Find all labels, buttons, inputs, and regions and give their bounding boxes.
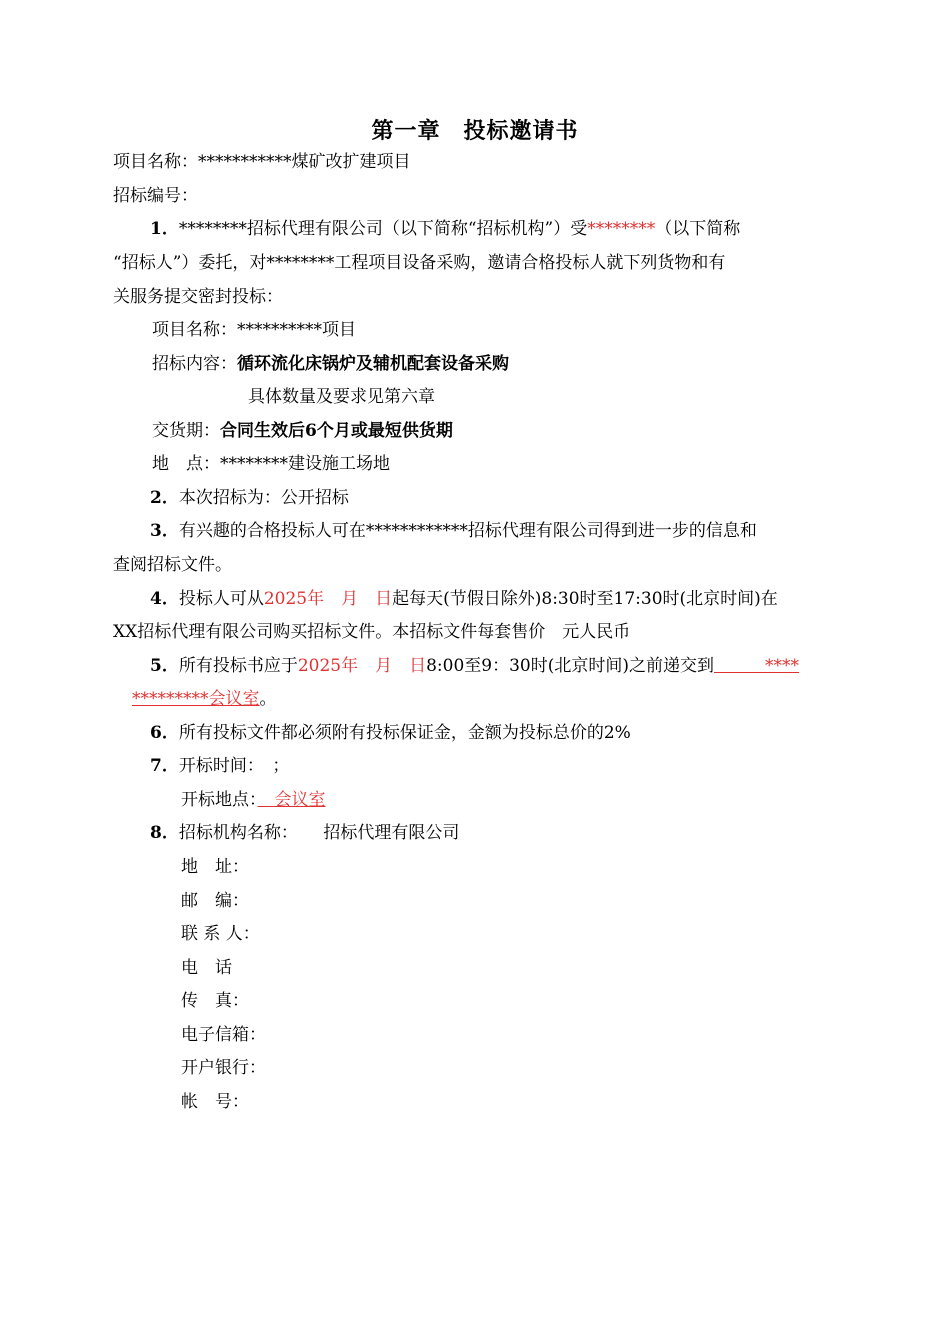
item-delivery [152, 420, 453, 442]
contact-field: 地 址： [181, 857, 249, 877]
submission-date: 2025年 月 日 [297, 656, 427, 676]
contact-field: 邮 编： [181, 891, 249, 911]
para-2 [150, 487, 349, 509]
item-content-label: 招标内容： [152, 354, 237, 374]
para-1-number: 1． [150, 219, 179, 239]
contact-field: 开户银行： [181, 1058, 266, 1078]
para-1-text-a: ********招标代理有限公司（以下简称“招标机构”）受 [178, 219, 588, 239]
para-7-line-1 [150, 755, 289, 777]
contact-field: 电子信箱： [181, 1025, 266, 1045]
para-4-text-a: 投标人可从 [178, 589, 264, 609]
para-5-text-a: 所有投标书应于 [178, 656, 298, 676]
bid-opening-place-value: 会议室 [257, 790, 326, 810]
submission-place-part-2: *********会议室 [132, 689, 260, 709]
para-6-text: 所有投标文件都必须附有投标保证金，金额为投标总价的2% [178, 723, 631, 743]
contact-field: 电 话 [181, 958, 232, 978]
para-4-line-1 [150, 588, 778, 610]
para-5-line-2 [132, 688, 277, 710]
contact-field: 传 真： [181, 991, 249, 1011]
para-2-text: 本次招标为：公开招标 [178, 488, 349, 508]
item-place-label: 地 点： [152, 454, 220, 474]
para-5-text-b: 8:00至9：30时(北京时间)之前递交到 [426, 656, 714, 676]
item-content-note: 具体数量及要求见第六章 [248, 387, 435, 407]
para-8-line-1 [150, 822, 459, 844]
tenderer-placeholder: ******** [587, 219, 656, 239]
para-1-line-2: “招标人”）委托，对********工程项目设备采购，邀请合格投标人就下列货物和有 [113, 253, 726, 273]
submission-place-part-1: **** [714, 656, 799, 676]
item-delivery-value: 合同生效后6个月或最短供货期 [220, 421, 453, 441]
para-1-line-3: 关服务提交密封投标： [113, 287, 283, 307]
chapter-title: 第一章 投标邀请书 [371, 119, 579, 144]
para-5-number: 5． [150, 656, 179, 676]
bid-number-line: 招标编号： [113, 186, 198, 206]
para-5-end: 。 [259, 689, 277, 709]
para-8-number: 8． [150, 823, 179, 843]
para-7-line-2 [181, 789, 326, 811]
para-6-number: 6． [150, 723, 179, 743]
para-2-number: 2． [150, 488, 179, 508]
agency-name-line: 招标机构名称： 招标代理有限公司 [178, 823, 460, 843]
para-3-line-1 [150, 520, 757, 542]
para-5-line-1 [150, 655, 799, 677]
item-project-value: **********项目 [237, 320, 356, 340]
item-project-label: 项目名称： [152, 320, 237, 340]
item-place-value: ********建设施工场地 [220, 454, 390, 474]
para-4-number: 4． [150, 589, 179, 609]
para-3-number: 3． [150, 521, 179, 541]
item-place [152, 453, 390, 475]
para-4-text-b: 起每天(节假日除外)8:30时至17:30时(北京时间)在 [392, 589, 778, 609]
sale-date: 2025年 月 日 [263, 589, 393, 609]
para-3-text: 有兴趣的合格投标人可在************招标代理有限公司得到进一步的信息和 [178, 521, 757, 541]
para-4-line-2: XX招标代理有限公司购买招标文件。本招标文件每套售价 元人民币 [113, 622, 631, 642]
item-project-name [152, 319, 356, 341]
bid-opening-place-label: 开标地点： [181, 790, 258, 810]
para-3-line-2: 查阅招标文件。 [113, 555, 232, 575]
item-delivery-label: 交货期： [152, 421, 220, 441]
contact-field: 联 系 人： [181, 924, 260, 944]
contact-field: 帐 号： [181, 1092, 249, 1112]
para-1-text-b: （以下简称 [655, 219, 741, 239]
project-name-line: 项目名称：***********煤矿改扩建项目 [113, 152, 411, 172]
item-content-value: 循环流化床锅炉及辅机配套设备采购 [237, 354, 509, 374]
bid-opening-time: 开标时间： ； [178, 756, 290, 776]
item-content [152, 353, 509, 375]
para-6 [150, 722, 631, 744]
para-1-line-1 [150, 218, 740, 240]
para-7-number: 7． [150, 756, 179, 776]
